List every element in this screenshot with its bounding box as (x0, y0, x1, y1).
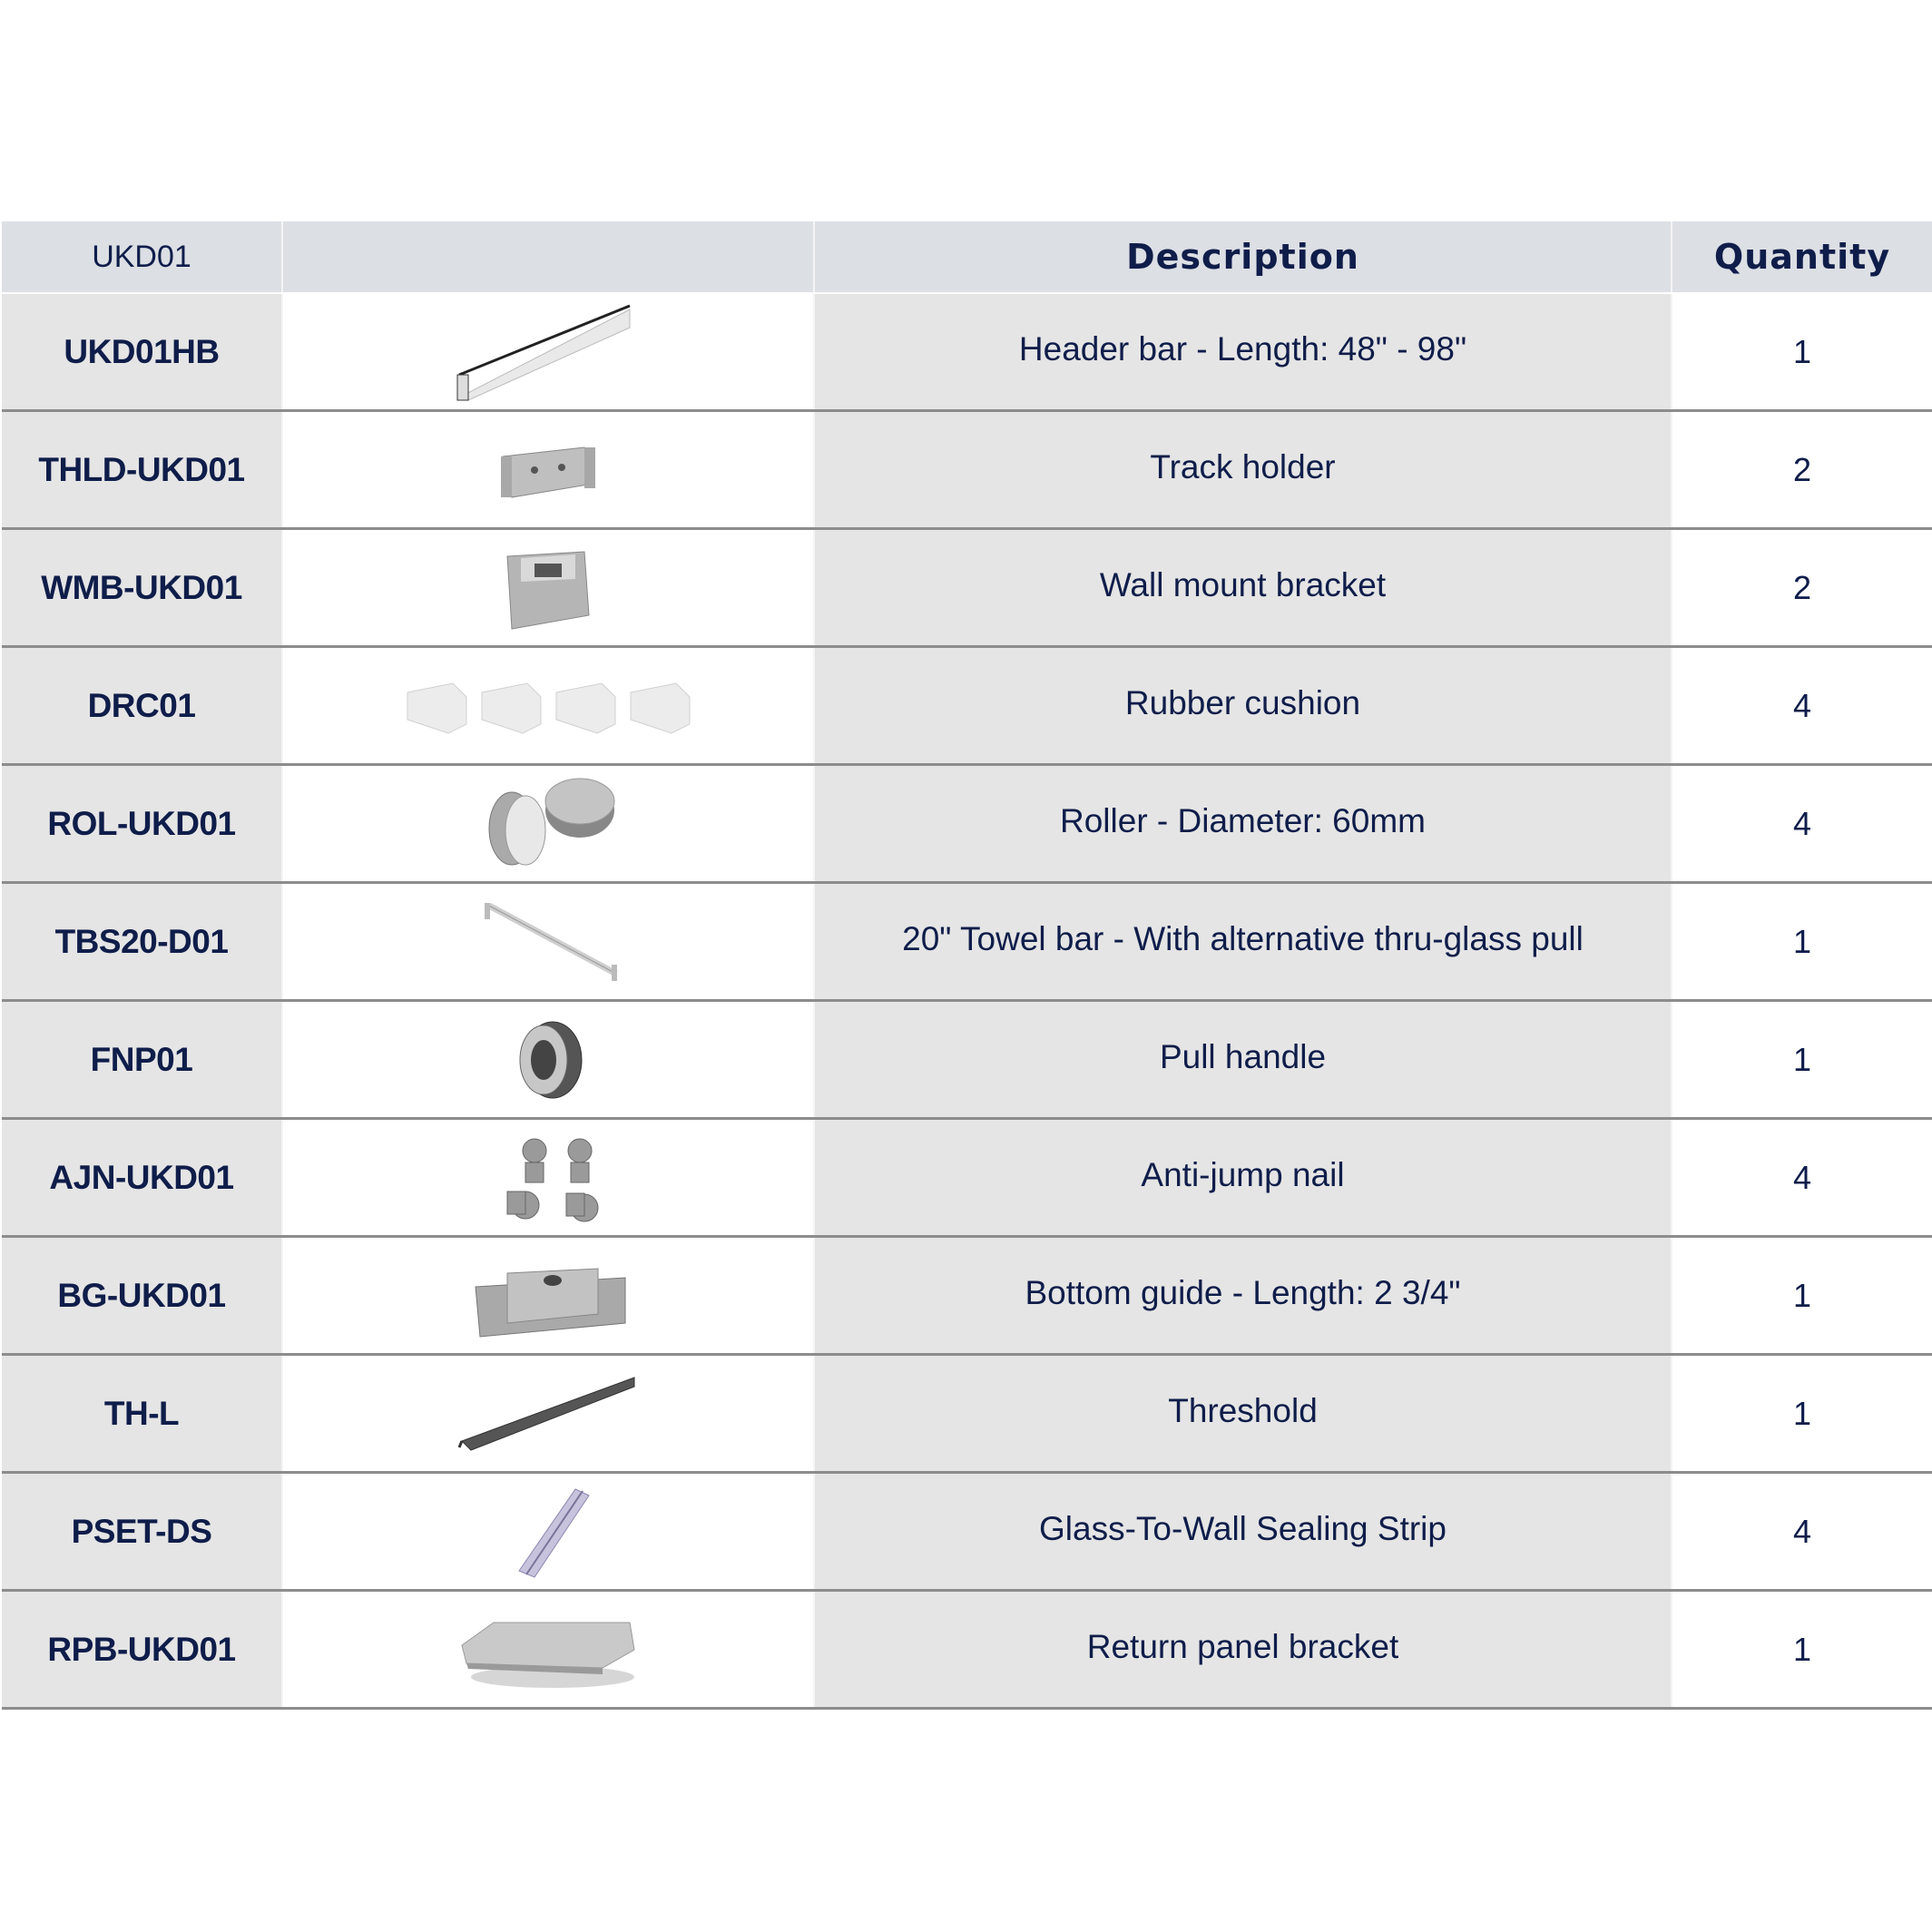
quantity: 2 (1672, 530, 1932, 645)
product-image-cell (283, 1592, 813, 1707)
description: Wall mount bracket (813, 530, 1672, 645)
table-row (2, 1356, 1932, 1474)
table-row (2, 884, 1932, 1002)
description: Rubber cushion (813, 648, 1672, 763)
sku: TH-L (2, 1356, 283, 1471)
table-row (2, 412, 1932, 530)
sku: FNP01 (2, 1002, 283, 1117)
description: Bottom guide - Length: 2 3/4" (813, 1238, 1672, 1353)
quantity: 4 (1672, 648, 1932, 763)
table-row (2, 1238, 1932, 1356)
description: Pull handle (813, 1002, 1672, 1117)
towel-bar-image (448, 892, 648, 992)
header-quantity: Quantity (1672, 221, 1932, 292)
table-row (2, 1474, 1932, 1592)
product-image-cell (283, 1120, 813, 1235)
return-panel-bracket-image (448, 1600, 648, 1700)
sku: UKD01HB (2, 294, 283, 409)
quantity: 4 (1672, 766, 1932, 881)
quantity: 1 (1672, 1238, 1932, 1353)
sku: ROL-UKD01 (2, 766, 283, 881)
sealing-strip-image (448, 1482, 648, 1582)
sku: BG-UKD01 (2, 1238, 283, 1353)
header-model: UKD01 (2, 221, 283, 292)
product-image-cell (283, 412, 813, 527)
sku: DRC01 (2, 648, 283, 763)
product-image-cell (283, 648, 813, 763)
sku: PSET-DS (2, 1474, 283, 1589)
header-image (283, 221, 813, 292)
roller-image (448, 774, 648, 874)
quantity: 1 (1672, 1002, 1932, 1117)
table-row (2, 1002, 1932, 1120)
sku: AJN-UKD01 (2, 1120, 283, 1235)
pull-handle-image (448, 1010, 648, 1110)
track-holder-image (448, 420, 648, 520)
wall-mount-bracket-image (448, 538, 648, 638)
quantity: 1 (1672, 294, 1932, 409)
parts-table (2, 221, 1932, 1710)
sku: RPB-UKD01 (2, 1592, 283, 1707)
description: Threshold (813, 1356, 1672, 1471)
table-row (2, 1592, 1932, 1710)
description: Return panel bracket (813, 1592, 1672, 1707)
sku: WMB-UKD01 (2, 530, 283, 645)
table-row (2, 1120, 1932, 1238)
table-row (2, 294, 1932, 412)
quantity: 2 (1672, 412, 1932, 527)
product-image-cell (283, 1002, 813, 1117)
quantity: 1 (1672, 1356, 1932, 1471)
anti-jump-nail-image (448, 1128, 648, 1228)
description: Roller - Diameter: 60mm (813, 766, 1672, 881)
product-image-cell (283, 884, 813, 999)
rubber-cushion-image (398, 656, 698, 756)
description: Anti-jump nail (813, 1120, 1672, 1235)
table-row (2, 766, 1932, 884)
header-description: Description (813, 221, 1672, 292)
product-image-cell (283, 1238, 813, 1353)
description: Glass-To-Wall Sealing Strip (813, 1474, 1672, 1589)
threshold-image (448, 1364, 648, 1464)
bottom-guide-image (448, 1246, 648, 1346)
table-header (2, 221, 1932, 294)
product-image-cell (283, 1474, 813, 1589)
header-bar-image (448, 302, 648, 402)
sku: TBS20-D01 (2, 884, 283, 999)
table-row (2, 648, 1932, 766)
product-image-cell (283, 766, 813, 881)
description: 20" Towel bar - With alternative thru-glass pull (813, 884, 1672, 999)
quantity: 1 (1672, 1592, 1932, 1707)
quantity: 1 (1672, 884, 1932, 999)
description: Header bar - Length: 48" - 98" (813, 294, 1672, 409)
product-image-cell (283, 530, 813, 645)
quantity: 4 (1672, 1120, 1932, 1235)
quantity: 4 (1672, 1474, 1932, 1589)
product-image-cell (283, 1356, 813, 1471)
table-row (2, 530, 1932, 648)
product-image-cell (283, 294, 813, 409)
sku: THLD-UKD01 (2, 412, 283, 527)
description: Track holder (813, 412, 1672, 527)
